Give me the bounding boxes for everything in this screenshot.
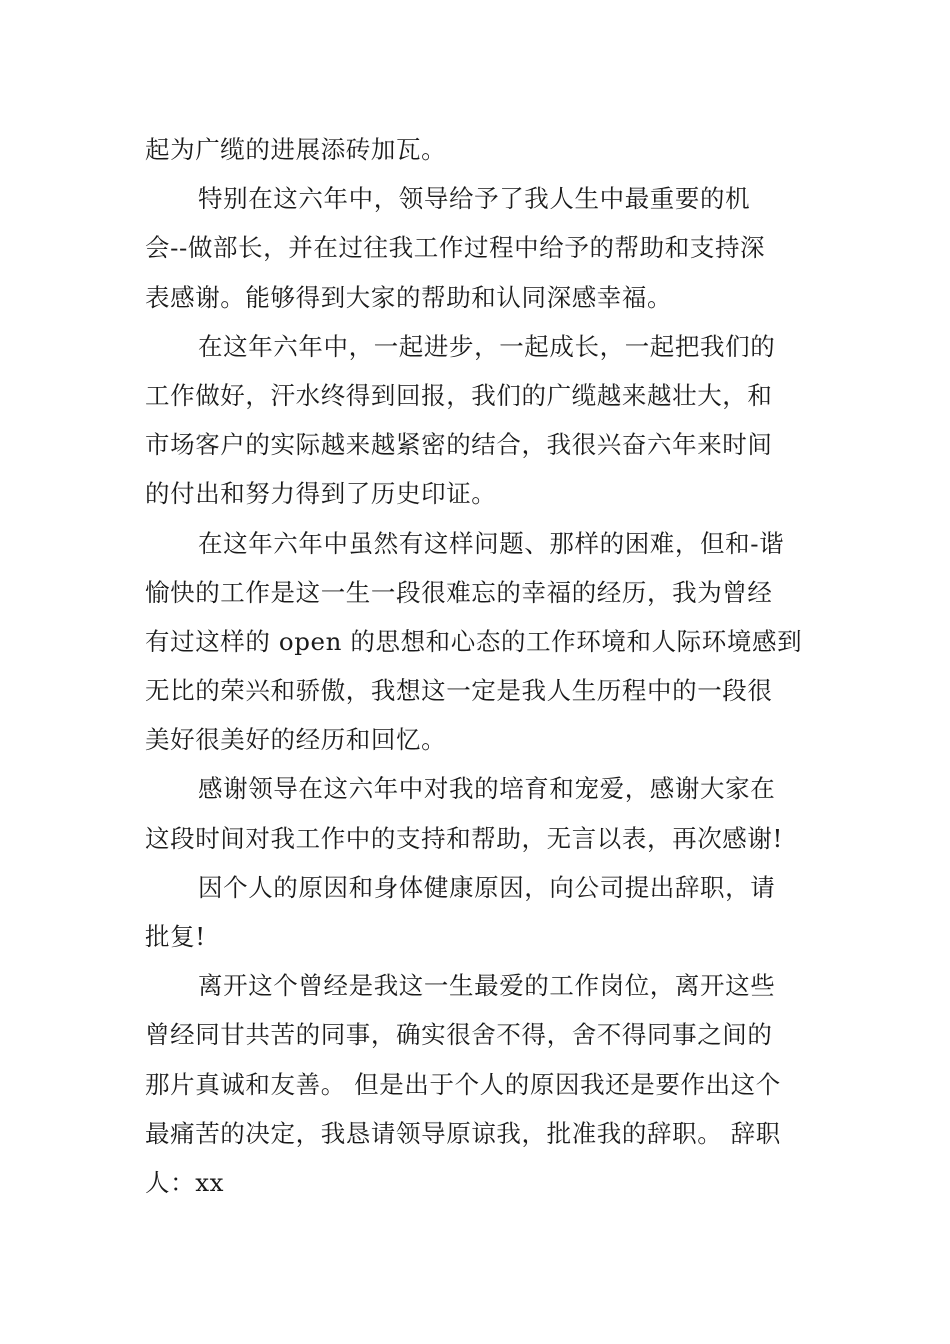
text-line: 会--做部长，并在过往我工作过程中给予的帮助和支持深 (145, 233, 766, 263)
document-body (145, 125, 805, 1207)
text-line: 曾经同甘共苦的同事，确实很舍不得，舍不得同事之间的 (145, 1020, 773, 1050)
text-line: 因个人的原因和身体健康原因，向公司提出辞职，请 (198, 872, 776, 902)
text-line: 美好很美好的经历和回忆。 (145, 725, 447, 755)
text-line: 最痛苦的决定，我恳请领导原谅我，批准我的辞职。 辞职 (145, 1118, 781, 1148)
text-line: 感谢领导在这六年中对我的培育和宠爱，感谢大家在 (198, 774, 776, 804)
text-line: 那片真诚和友善。 但是出于个人的原因我还是要作出这个 (145, 1069, 781, 1099)
text-line: 工作做好，汗水终得到回报，我们的广缆越来越壮大，和 (145, 380, 773, 410)
text-line: 离开这个曾经是我这一生最爱的工作岗位，离开这些 (198, 971, 776, 1001)
text-line: 表感谢。能够得到大家的帮助和认同深感幸福。 (145, 282, 673, 312)
text-line: 愉快的工作是这一生一段很难忘的幸福的经历，我为曾经 (145, 577, 773, 607)
text-line: 在这年六年中虽然有这样问题、那样的困难，但和-谐 (198, 528, 785, 558)
text-line: 的付出和努力得到了历史印证。 (145, 479, 497, 509)
text-line: 在这年六年中，一起进步，一起成长，一起把我们的 (198, 331, 776, 361)
text-line: 起为广缆的进展添砖加瓦。 (145, 135, 447, 164)
text-line: 这段时间对我工作中的支持和帮助，无言以表，再次感谢! (145, 823, 783, 853)
text-line: 有过这样的 open 的思想和心态的工作环境和人际环境感到 (145, 626, 803, 656)
text-line: 批复! (145, 922, 206, 951)
text-line: 无比的荣兴和骄傲，我想这一定是我人生历程中的一段很 (145, 676, 773, 706)
signature-line: 人：xx (145, 1167, 225, 1197)
text-line: 市场客户的实际越来越紧密的结合，我很兴奋六年来时间 (145, 430, 773, 460)
text-line: 特别在这六年中，领导给予了我人生中最重要的机 (198, 184, 751, 214)
